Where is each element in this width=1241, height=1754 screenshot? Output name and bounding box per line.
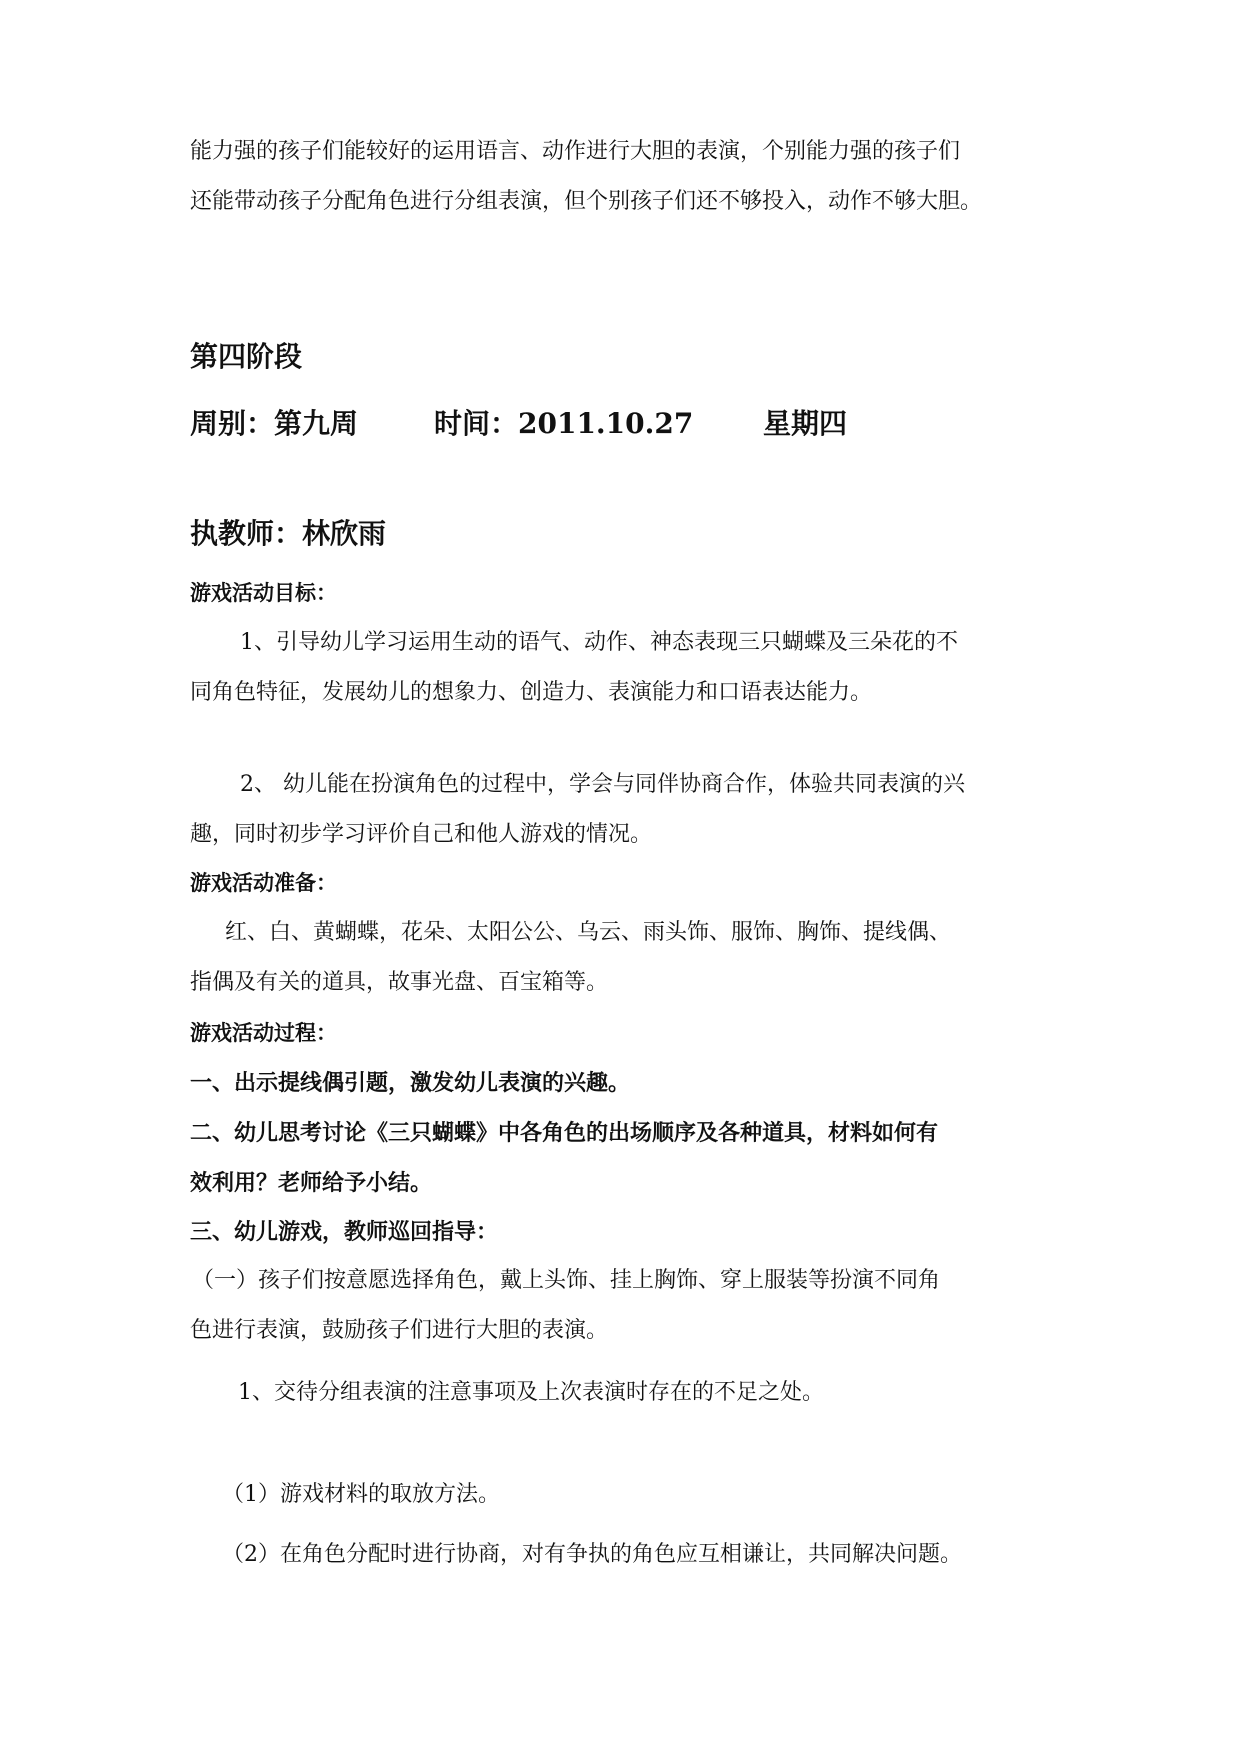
week-label: 周别：第九周: [190, 407, 359, 440]
goal-2-line-2: 趣，同时初步学习评价自己和他人游戏的情况。: [190, 822, 653, 847]
process-step-1: 一、出示提线偶引题，激发幼儿表演的兴趣。: [190, 1070, 631, 1096]
intro-line-1: 能力强的孩子们能较好的运用语言、动作进行大胆的表演，个别能力强的孩子们: [190, 139, 961, 164]
prep-line-1: 红、白、黄蝴蝶，花朵、太阳公公、乌云、雨头饰、服饰、胸饰、提线偶、: [225, 920, 952, 945]
goals-heading: 游戏活动目标：: [190, 580, 337, 605]
prep-heading: 游戏活动准备：: [190, 870, 337, 895]
point-1a: （1）游戏材料的取放方法。: [222, 1482, 500, 1507]
time-label: 时间：2011.10.27: [434, 407, 694, 440]
prep-line-2: 指偶及有关的道具，故事光盘、百宝箱等。: [190, 970, 609, 995]
goal-2-line-1: 2、 幼儿能在扮演角色的过程中，学会与同伴协商合作，体验共同表演的兴: [240, 772, 965, 797]
process-step-3: 三、幼儿游戏，教师巡回指导：: [190, 1219, 499, 1245]
stage-heading: 第四阶段: [190, 340, 303, 373]
week-line: [190, 405, 1070, 443]
process-step-2-line-2: 效利用？老师给予小结。: [190, 1170, 433, 1196]
intro-line-2: 还能带动孩子分配角色进行分组表演，但个别孩子们还不够投入，动作不够大胆。: [190, 189, 983, 214]
substep-1-line-2: 色进行表演，鼓励孩子们进行大胆的表演。: [190, 1318, 609, 1343]
goal-1-line-2: 同角色特征，发展幼儿的想象力、创造力、表演能力和口语表达能力。: [190, 680, 873, 705]
process-heading: 游戏活动过程：: [190, 1020, 337, 1045]
substep-1-line-1: （一）孩子们按意愿选择角色，戴上头饰、挂上胸饰、穿上服装等扮演不同角: [192, 1268, 941, 1293]
process-step-2-line-1: 二、幼儿思考讨论《三只蝴蝶》中各角色的出场顺序及各种道具，材料如何有: [190, 1120, 939, 1146]
goal-1-line-1: 1、引导幼儿学习运用生动的语气、动作、神态表现三只蝴蝶及三朵花的不: [240, 630, 958, 655]
point-1: 1、交待分组表演的注意事项及上次表演时存在的不足之处。: [238, 1380, 824, 1405]
day-label: 星期四: [763, 407, 848, 440]
point-1b: （2）在角色分配时进行协商，对有争执的角色应互相谦让，共同解决问题。: [222, 1542, 962, 1567]
teacher-heading: 执教师：林欣雨: [190, 517, 387, 550]
